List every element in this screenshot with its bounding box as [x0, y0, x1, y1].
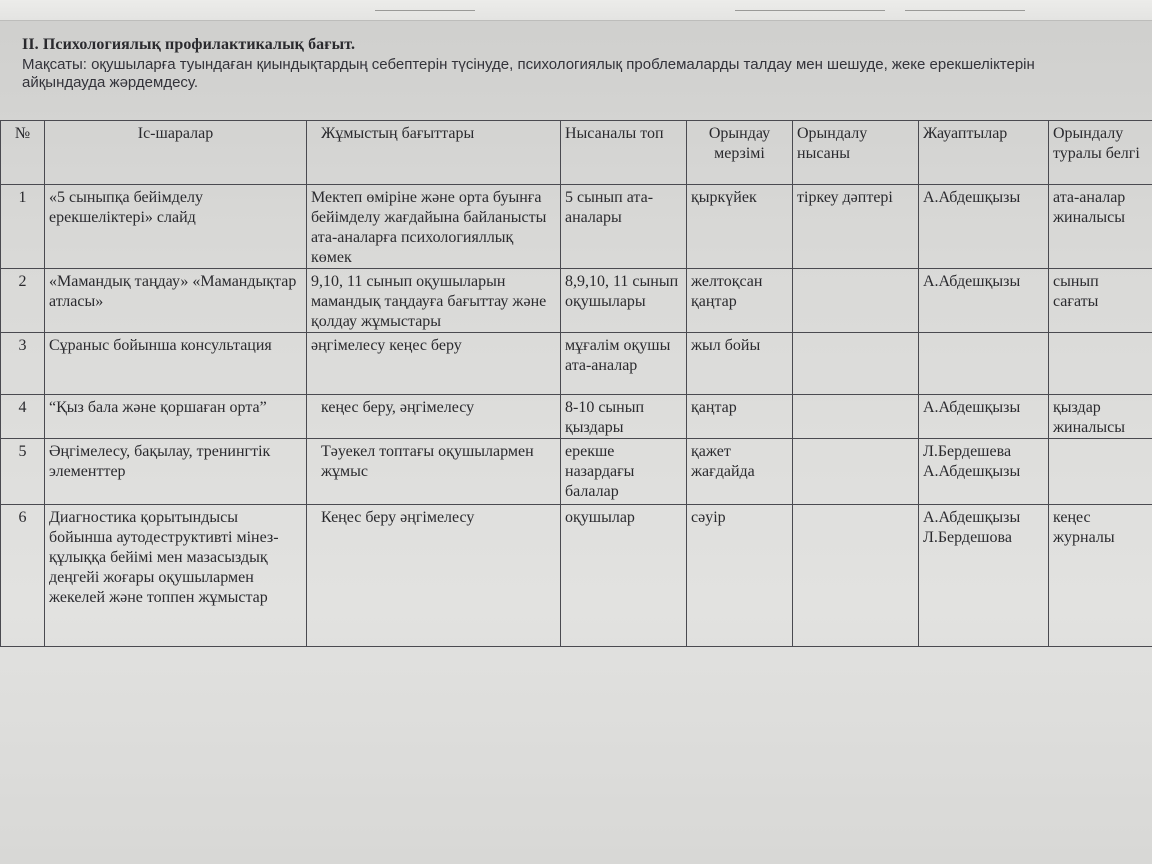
faded-text-fragment	[905, 0, 1025, 11]
row-events: Әңгімелесу, бақылау, тренингтік элементтер	[45, 439, 307, 505]
previous-page-edge	[0, 0, 1152, 21]
row-directions: Тәуекел топтағы оқушылармен жұмыс	[307, 439, 561, 505]
row-form	[793, 333, 919, 395]
row-responsible: А.Абдешқызы	[919, 269, 1049, 333]
row-responsible	[919, 505, 1049, 647]
row-directions: Кеңес беру әңгімелесу	[307, 505, 561, 647]
section-title: II. Психологиялық профилактикалық бағыт.	[22, 36, 356, 53]
row-mark: қыздар жиналысы	[1049, 395, 1152, 439]
row-form	[793, 439, 919, 505]
row-responsible	[919, 333, 1049, 395]
header-mark: Орындалу туралы белгі	[1049, 121, 1152, 185]
faded-text-fragment	[735, 0, 885, 11]
row-form	[793, 505, 919, 647]
table-row	[1, 269, 1152, 333]
header-form: Орындалу нысаны	[793, 121, 919, 185]
row-num: 6	[1, 505, 45, 647]
row-target: 8-10 сынып қыздары	[561, 395, 687, 439]
row-mark: кеңес журналы	[1049, 505, 1152, 647]
row-target: оқушылар	[561, 505, 687, 647]
row-mark: сынып сағаты	[1049, 269, 1152, 333]
row-form	[793, 269, 919, 333]
row-num: 4	[1, 395, 45, 439]
row-num: 5	[1, 439, 45, 505]
row-num: 2	[1, 269, 45, 333]
row-directions: кеңес беру, әңгімелесу	[307, 395, 561, 439]
table-header-row	[1, 121, 1152, 185]
row-deadline: қажет жағдайда	[687, 439, 793, 505]
table-row	[1, 505, 1152, 647]
row-form	[793, 395, 919, 439]
table-row	[1, 439, 1152, 505]
row-mark	[1049, 333, 1152, 395]
header-target: Нысаналы топ	[561, 121, 687, 185]
header-events: Іс-шаралар	[45, 121, 307, 185]
row-deadline: қаңтар	[687, 395, 793, 439]
row-responsible: А.Абдешқызы	[919, 395, 1049, 439]
header-directions: Жұмыстың бағыттары	[307, 121, 561, 185]
row-deadline: жыл бойы	[687, 333, 793, 395]
row-target: 5 сынып ата-аналары	[561, 185, 687, 269]
responsible-name: Л.Бердешова	[923, 529, 1012, 546]
row-deadline: қыркүйек	[687, 185, 793, 269]
row-mark	[1049, 439, 1152, 505]
responsible-name: А.Абдешқызы	[923, 463, 1021, 480]
row-mark: ата-аналар жиналысы	[1049, 185, 1152, 269]
activity-plan-table	[0, 120, 1152, 647]
row-target: ерекше назардағы балалар	[561, 439, 687, 505]
row-directions: Мектеп өміріне және орта буынға бейімделу жағдайына байланысты ата-аналарға психологияллық көмек	[307, 185, 561, 269]
row-events: “Қыз бала және қоршаған орта”	[45, 395, 307, 439]
row-target: 8,9,10, 11 сынып оқушылары	[561, 269, 687, 333]
row-responsible	[919, 439, 1049, 505]
row-events: Диагностика қорытындысы бойынша аутодеструктивті мінез-құлыққа бейімі мен мазасыздық деңгейі жоғары оқушылармен жекелей және топпен жұмыстар	[45, 505, 307, 647]
faded-text-fragment	[375, 0, 475, 11]
table-row	[1, 395, 1152, 439]
table-row	[1, 333, 1152, 395]
header-deadline: Орындау мерзімі	[687, 121, 793, 185]
section-aim: Мақсаты: оқушыларға туындаған қиындықтардың себептерін түсінуде, психологиялық проблемаларды талдау мен шешуде, жеке ерекшеліктерін айқындауда жәрдемдесу.	[22, 56, 1035, 91]
row-num: 3	[1, 333, 45, 395]
row-num: 1	[1, 185, 45, 269]
row-directions: 9,10, 11 сынып оқушыларын мамандық таңдауға бағыттау және қолдау жұмыстары	[307, 269, 561, 333]
row-responsible: А.Абдешқызы	[919, 185, 1049, 269]
document-page	[0, 22, 1152, 864]
table-row	[1, 185, 1152, 269]
header-num: №	[1, 121, 45, 185]
row-directions: әңгімелесу кеңес беру	[307, 333, 561, 395]
row-target: мұғалім оқушы ата-аналар	[561, 333, 687, 395]
row-events: «Мамандық таңдау» «Мамандықтар атласы»	[45, 269, 307, 333]
row-deadline: желтоқсан қаңтар	[687, 269, 793, 333]
row-form: тіркеу дәптері	[793, 185, 919, 269]
header-responsible: Жауаптылар	[919, 121, 1049, 185]
row-events: «5 сыныпқа бейімделу ерекшеліктері» слайд	[45, 185, 307, 269]
responsible-name: Л.Бердешева	[923, 443, 1012, 460]
row-deadline: сәуір	[687, 505, 793, 647]
row-events: Сұраныс бойынша консультация	[45, 333, 307, 395]
responsible-name: А.Абдешқызы	[923, 509, 1021, 526]
